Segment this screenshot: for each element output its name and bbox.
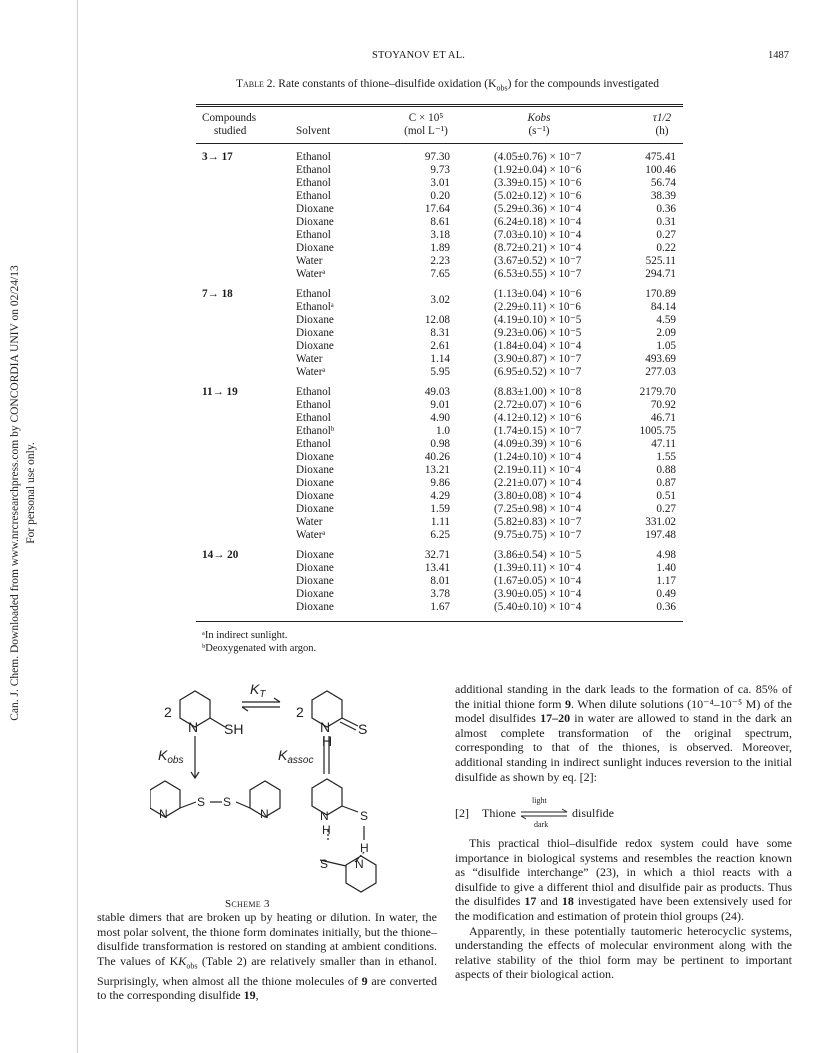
col1-text-3: are converted to the corresponding disulfide	[97, 973, 437, 1003]
body-right-paragraph-2	[455, 836, 792, 982]
cell-solvent: Dioxane	[296, 490, 334, 502]
cell-solvent: Ethanol	[296, 386, 331, 398]
cell-kobs: (1.67±0.05) × 10⁻4	[494, 575, 582, 587]
atom-H-3: H	[360, 841, 369, 855]
cell-kobs: (3.80±0.08) × 10⁻4	[494, 490, 582, 502]
cell-kobs: (8.83±1.00) × 10⁻8	[494, 386, 582, 398]
cell-half-life: 197.48	[645, 529, 676, 541]
cell-half-life: 4.59	[656, 314, 676, 326]
header-half-life	[644, 112, 680, 138]
col1-text-4: ,	[255, 988, 259, 1003]
atom-S-1: S	[358, 721, 368, 737]
cell-half-life: 0.36	[656, 601, 676, 613]
header-concentration	[396, 112, 456, 138]
cell-concentration: 9.73	[430, 164, 450, 176]
cell-half-life: 4.98	[656, 549, 676, 561]
eq-left: Thione	[482, 806, 516, 820]
cell-half-life: 493.69	[645, 353, 676, 365]
eq-number: [2]	[455, 806, 469, 820]
header-kobs	[514, 112, 564, 138]
cell-half-life: 56.74	[650, 177, 676, 189]
cell-concentration: 8.61	[430, 216, 450, 228]
cell-kobs: (3.90±0.05) × 10⁻4	[494, 588, 582, 600]
table-caption-text: Rate constants of thione–disulfide oxidation (K	[278, 78, 497, 90]
cell-half-life: 2179.70	[639, 386, 676, 398]
table-label: Table 2.	[236, 78, 276, 90]
table-row	[196, 268, 683, 281]
cell-kobs: (9.75±0.75) × 10⁻7	[494, 529, 582, 541]
cell-kobs: (5.02±0.12) × 10⁻6	[494, 190, 582, 202]
table-row	[196, 490, 683, 503]
cell-concentration: 8.01	[430, 575, 450, 587]
table-top-rule	[196, 104, 683, 105]
col1-kobs-k: K	[178, 953, 187, 968]
cell-solvent: Dioxane	[296, 588, 334, 600]
cell-kobs: (3.90±0.87) × 10⁻7	[494, 353, 582, 365]
kobs-label: $K_{obs}$	[158, 747, 184, 766]
eq-light: light	[532, 796, 547, 806]
header-solvent: Solvent	[296, 125, 331, 137]
cell-kobs: (2.21±0.07) × 10⁻4	[494, 477, 582, 489]
eq-arrows	[519, 796, 569, 830]
atom-S-3: S	[223, 795, 232, 809]
cell-solvent: Water	[296, 255, 323, 267]
cell-half-life: 294.71	[645, 268, 676, 280]
cell-kobs: (1.84±0.04) × 10⁻4	[494, 340, 582, 352]
cell-half-life: 84.14	[650, 301, 676, 313]
table-row	[196, 549, 683, 562]
atom-N-6: N	[355, 857, 364, 871]
table-row	[196, 340, 683, 353]
cell-solvent: Dioxane	[296, 314, 334, 326]
cell-concentration: 1.67	[430, 601, 450, 613]
cell-kobs: (7.03±0.10) × 10⁻4	[494, 229, 582, 241]
atom-S-4: S	[360, 809, 369, 823]
table-row	[196, 255, 683, 268]
table-caption-end: ) for the compounds investigated	[507, 78, 659, 90]
cell-kobs: (2.72±0.07) × 10⁻6	[494, 399, 582, 411]
header-C-1: C × 10⁵	[408, 112, 444, 124]
cell-solvent: Dioxane	[296, 562, 334, 574]
atom-H-2: H	[322, 823, 331, 837]
cell-solvent: Waterᵃ	[296, 268, 326, 280]
table-caption	[236, 78, 659, 92]
page-number: 1487	[768, 50, 789, 61]
cell-kobs: (1.24±0.10) × 10⁻4	[494, 451, 582, 463]
cell-half-life: 0.36	[656, 203, 676, 215]
cell-half-life: 1.05	[656, 340, 676, 352]
running-author: STOYANOV ET AL.	[372, 50, 466, 61]
watermark-line-2: For personal use only.	[25, 442, 37, 544]
table-row	[196, 366, 683, 379]
cell-kobs: (2.19±0.11) × 10⁻4	[494, 464, 581, 476]
cell-solvent: Ethanolᵇ	[296, 425, 335, 437]
col2-p1-text-a: additional standing in the dark leads to the formation of ca. 85% of the initial thione form	[455, 682, 792, 711]
table-row	[196, 516, 683, 529]
col2-p2	[455, 836, 792, 924]
cell-solvent: Ethanol	[296, 151, 331, 163]
cell-concentration: 3.01	[430, 177, 450, 189]
cell-concentration: 0.98	[430, 438, 450, 450]
cell-concentration: 17.64	[424, 203, 450, 215]
cell-solvent: Waterᵃ	[296, 366, 326, 378]
cell-concentration: 9.01	[430, 399, 450, 411]
rate-constant-table	[196, 104, 683, 634]
cell-solvent: Dioxane	[296, 242, 334, 254]
cell-solvent: Dioxane	[296, 451, 334, 463]
cell-concentration: 1.11	[430, 516, 450, 528]
atom-N-5: N	[320, 809, 329, 823]
table-row	[196, 438, 683, 451]
table-row	[196, 288, 683, 306]
bond-c-sh	[210, 718, 225, 727]
cell-kobs: (9.23±0.06) × 10⁻5	[494, 327, 582, 339]
cell-compound: 3→ 17	[202, 151, 233, 163]
cell-concentration: 2.23	[430, 255, 450, 267]
cell-kobs: (3.86±0.54) × 10⁻5	[494, 549, 582, 561]
cell-half-life: 1.40	[656, 562, 676, 574]
cell-concentration: 8.31	[430, 327, 450, 339]
bond-c-s-left	[180, 802, 196, 808]
eq-arrow-svg	[519, 807, 569, 821]
cell-concentration: 1.14	[430, 353, 450, 365]
cell-half-life: 47.11	[651, 438, 676, 450]
col2-compound-18: 18	[561, 894, 574, 909]
coef-2-right: 2	[296, 704, 304, 720]
col2-p2-text-a: This practical thiol–disulfide redox system could have some importance in biological systems and resembles the reaction known as “disulfide interchange” (23), in which a thiol reacts with a disulfide to give a different thiol and disulfide pair as products. Thus the disulfides	[455, 836, 792, 909]
table-row	[196, 412, 683, 425]
footnote-b: ᵇDeoxygenated with argon.	[202, 643, 317, 654]
cell-kobs: (4.05±0.76) × 10⁻7	[494, 151, 582, 163]
cell-kobs: (1.74±0.15) × 10⁻7	[494, 425, 582, 437]
table-row	[196, 451, 683, 464]
cell-kobs: (1.39±0.11) × 10⁻4	[494, 562, 581, 574]
cell-half-life: 0.51	[656, 490, 676, 502]
atom-N-4: N	[260, 807, 269, 821]
cell-concentration: 1.89	[430, 242, 450, 254]
header-compounds-2: studied	[214, 125, 247, 137]
cell-half-life: 0.31	[656, 216, 676, 228]
cell-compound: 7→ 18	[202, 288, 233, 300]
cell-solvent: Water	[296, 353, 323, 365]
header-K-1: Kobs	[527, 112, 551, 124]
cell-kobs: (3.39±0.15) × 10⁻6	[494, 177, 582, 189]
cell-half-life: 70.92	[650, 399, 676, 411]
table-row	[196, 353, 683, 366]
col2-p2-text-b: investigated have been extensively used for the modification and estimation of protein thiol groups (24).	[455, 894, 792, 923]
cell-kobs: (4.12±0.12) × 10⁻6	[494, 412, 582, 424]
cell-concentration: 3.78	[430, 588, 450, 600]
cell-half-life: 38.39	[650, 190, 676, 202]
cell-concentration: 2.61	[430, 340, 450, 352]
atom-S-5: S	[320, 857, 329, 871]
cell-solvent: Ethanol	[296, 438, 331, 450]
eq-right: disulfide	[572, 806, 614, 820]
download-watermark	[7, 243, 49, 743]
kt-label: $K_T$	[250, 681, 266, 700]
cell-half-life: 0.87	[656, 477, 676, 489]
table-row	[196, 425, 683, 438]
cell-concentration: 4.90	[430, 412, 450, 424]
cell-solvent: Dioxane	[296, 601, 334, 613]
cell-solvent: Ethanolᵃ	[296, 301, 334, 313]
caption-sub: obs	[496, 83, 508, 93]
watermark-line-1: Can. J. Chem. Downloaded from www.nrcresearchpress.com by CONCORDIA UNIV on 02/24/13	[9, 265, 21, 721]
cell-solvent: Dioxane	[296, 340, 334, 352]
atom-N-2: N	[320, 719, 331, 735]
cell-solvent: Ethanol	[296, 190, 331, 202]
cell-solvent: Dioxane	[296, 203, 334, 215]
cell-kobs: (2.29±0.11) × 10⁻6	[494, 301, 581, 313]
cell-kobs: (8.72±0.21) × 10⁻4	[494, 242, 582, 254]
cell-solvent: Ethanol	[296, 164, 331, 176]
table-row	[196, 327, 683, 340]
cell-concentration: 9.86	[430, 477, 450, 489]
cell-half-life: 100.46	[645, 164, 676, 176]
cell-concentration: 6.25	[430, 529, 450, 541]
cell-compound: 14→ 20	[202, 549, 239, 561]
cell-half-life: 170.89	[645, 288, 676, 300]
cell-concentration: 13.21	[424, 464, 450, 476]
cell-concentration: 0.20	[430, 190, 450, 202]
table-top-rule-2	[196, 106, 683, 107]
bond-s-c-right	[236, 802, 250, 808]
cell-half-life: 475.41	[645, 151, 676, 163]
scheme-3-diagram	[150, 680, 400, 900]
table-row	[196, 177, 683, 190]
cell-half-life: 46.71	[650, 412, 676, 424]
header-bottom-rule	[196, 143, 683, 144]
col1-compound-9: 9	[361, 973, 368, 988]
table-row	[196, 562, 683, 575]
table-row	[196, 314, 683, 327]
cell-solvent: Ethanol	[296, 177, 331, 189]
cell-solvent: Ethanol	[296, 412, 331, 424]
cell-half-life: 0.27	[656, 503, 676, 515]
cell-solvent: Dioxane	[296, 503, 334, 515]
footnote-a: ᵃIn indirect sunlight.	[202, 630, 288, 641]
table-row	[196, 203, 683, 216]
col1-text-2: (Table 2) are relatively smaller than in ethanol. Surprisingly, when almost all the thione molecules of	[97, 953, 437, 988]
cell-concentration: 13.41	[424, 562, 450, 574]
atom-N-1: N	[188, 719, 199, 735]
cell-concentration: 40.26	[424, 451, 450, 463]
table-row	[196, 503, 683, 516]
table-row	[196, 216, 683, 229]
cell-half-life: 1005.75	[639, 425, 676, 437]
cell-concentration: 1.59	[430, 503, 450, 515]
atom-S-2: S	[197, 795, 206, 809]
table-row	[196, 164, 683, 177]
header-C-2: (mol L⁻¹)	[404, 125, 448, 137]
col2-p1-text-b: . When dilute solutions (10⁻⁴–10⁻⁵ M) of the model disulfides	[455, 696, 792, 726]
table-row	[196, 477, 683, 490]
cell-half-life: 277.03	[645, 366, 676, 378]
cell-solvent: Dioxane	[296, 477, 334, 489]
margin-rule	[77, 0, 78, 1053]
cell-half-life: 0.49	[656, 588, 676, 600]
table-row	[196, 242, 683, 255]
table-bottom-rule	[196, 621, 683, 622]
cell-solvent: Dioxane	[296, 575, 334, 587]
table-row	[196, 464, 683, 477]
scheme-label: Scheme 3	[225, 898, 270, 910]
cell-concentration: 3.02	[430, 294, 450, 306]
cell-kobs: (3.67±0.52) × 10⁻7	[494, 255, 582, 267]
cell-solvent: Water	[296, 516, 323, 528]
cell-half-life: 525.11	[645, 255, 676, 267]
kassoc-label: $K_{assoc}$	[278, 747, 314, 766]
cell-half-life: 2.09	[656, 327, 676, 339]
body-left-column	[97, 910, 437, 1003]
body-right-paragraph-1	[455, 682, 792, 784]
atom-H-1: H	[322, 733, 333, 749]
cell-solvent: Ethanol	[296, 229, 331, 241]
cell-solvent: Dioxane	[296, 549, 334, 561]
cell-concentration: 4.29	[430, 490, 450, 502]
table-row	[196, 399, 683, 412]
cell-solvent: Waterᵃ	[296, 529, 326, 541]
cell-kobs: (4.19±0.10) × 10⁻5	[494, 314, 582, 326]
cell-concentration: 3.18	[430, 229, 450, 241]
table-row	[196, 529, 683, 542]
table-row	[196, 190, 683, 203]
cell-concentration: 7.65	[430, 268, 450, 280]
cell-concentration: 32.71	[424, 549, 450, 561]
col2-compound-17: 17	[524, 894, 537, 909]
table-row	[196, 386, 683, 399]
table-row	[196, 229, 683, 242]
cell-kobs: (6.24±0.18) × 10⁻4	[494, 216, 582, 228]
header-t-2: (h)	[655, 125, 669, 137]
table-row	[196, 151, 683, 164]
cell-half-life: 331.02	[645, 516, 676, 528]
col2-compound-9: 9	[565, 696, 571, 711]
eq-dark: dark	[534, 820, 549, 830]
col2-p3: Apparently, in these potentially tautomeric heterocyclic systems, understanding the effects of molecular environment along with the relative stability of the thiol form may be pertinent to important aspects of their biological action.	[455, 923, 792, 982]
cell-half-life: 0.88	[656, 464, 676, 476]
cell-solvent: Ethanol	[296, 288, 331, 300]
cell-concentration: 5.95	[430, 366, 450, 378]
equation-2	[455, 796, 614, 830]
atom-N-3: N	[159, 807, 168, 821]
col2-compounds-17-20: 17–20	[540, 711, 571, 726]
cell-concentration: 1.0	[436, 425, 450, 437]
cell-kobs: (5.29±0.36) × 10⁻4	[494, 203, 582, 215]
col1-text-1: stable dimers that are broken up by heating or dilution. In water, the most polar solvent, the thione form dominates initially, but the thione–disulfide transformation is restored on standing at ambient conditions. The values of K	[97, 910, 437, 968]
cell-half-life: 0.22	[656, 242, 676, 254]
header-K-2: (s⁻¹)	[528, 125, 550, 137]
table-row	[196, 575, 683, 588]
bond-dimer-cs-top	[342, 806, 358, 812]
header-t-1: τ1/2	[652, 112, 672, 124]
cell-kobs: (4.09±0.39) × 10⁻6	[494, 438, 582, 450]
col1-kobs-sub: obs	[186, 961, 198, 971]
cell-solvent: Dioxane	[296, 216, 334, 228]
cell-concentration: 49.03	[424, 386, 450, 398]
table-row	[196, 588, 683, 601]
cell-solvent: Ethanol	[296, 399, 331, 411]
col2-p1-text-c: in water are allowed to stand in the dark an almost complete transformation of the original spectrum, corresponding to that of the thiones, is observed. Moreover, additional standing in indirect sunlight induces reversion to the initial disulfide as shown by eq. [2]:	[455, 711, 792, 784]
cell-kobs: (1.92±0.04) × 10⁻6	[494, 164, 582, 176]
cell-kobs: (5.82±0.83) × 10⁻7	[494, 516, 582, 528]
cell-kobs: (5.40±0.10) × 10⁻4	[494, 601, 582, 613]
cell-solvent: Dioxane	[296, 327, 334, 339]
header-compounds	[202, 112, 256, 138]
cell-concentration: 97.30	[424, 151, 450, 163]
header-compounds-1: Compounds	[202, 112, 257, 124]
cell-solvent: Dioxane	[296, 464, 334, 476]
cell-kobs: (6.95±0.52) × 10⁻7	[494, 366, 582, 378]
cell-kobs: (1.13±0.04) × 10⁻6	[494, 288, 582, 300]
cell-kobs: (6.53±0.55) × 10⁻7	[494, 268, 582, 280]
cell-half-life: 0.27	[656, 229, 676, 241]
atom-SH: SH	[224, 721, 244, 737]
coef-2-left: 2	[164, 704, 172, 720]
table-row	[196, 301, 683, 314]
cell-half-life: 1.17	[656, 575, 676, 587]
cell-compound: 11→ 19	[202, 386, 238, 398]
cell-half-life: 1.55	[656, 451, 676, 463]
table-row	[196, 601, 683, 614]
col2-p2-and: and	[536, 894, 562, 909]
col1-compound-19: 19	[243, 988, 256, 1003]
cell-kobs: (7.25±0.98) × 10⁻4	[494, 503, 582, 515]
cell-concentration: 12.08	[424, 314, 450, 326]
